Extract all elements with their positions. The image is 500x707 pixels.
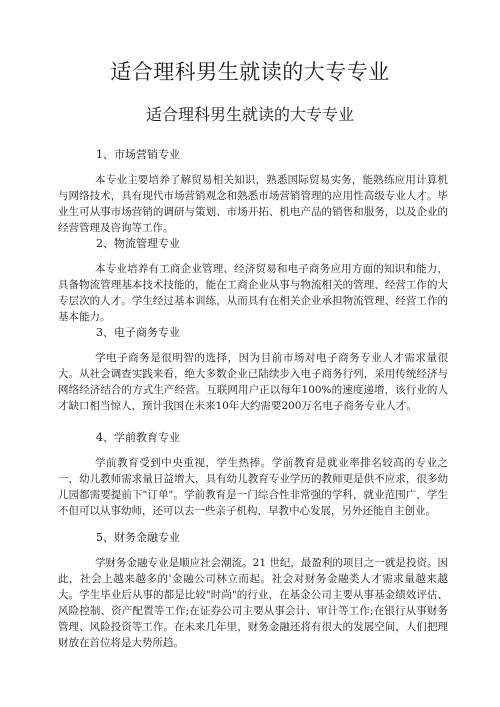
section-body: 学前教育受到中央重视，学生热捧。学前教育是就业率排名较高的专业之一，幼儿教师需求量日益增大，具有幼儿教育专业学历的教师更是供不应求，很多幼儿园都需要提前下"订单"。学前教育是一门综合性非常强的学科，就业范围广，学生不但可以从事幼师，还可以去一些亲子机构，早教中心发展，另外还能自主创业。 xyxy=(58,457,448,517)
page-subtitle: 适合理科男生就读的大专专业 xyxy=(145,105,354,124)
section-marketing xyxy=(58,148,448,236)
section-heading: 5、财务金融专业 xyxy=(96,531,180,544)
section-logistics xyxy=(58,237,448,325)
section-finance xyxy=(58,531,448,651)
section-heading: 4、学前教育专业 xyxy=(96,431,180,444)
section-body: 本专业主要培养了解贸易相关知识，熟悉国际贸易实务，能熟练应用计算机与网络技术，具有现代市场营销观念和熟悉市场营销管理的应用性高级专业人才。毕业生可从事市场营销的调研与策划、市场开拓、机电产品的销售和服务，以及企业的经营管理及咨询等工作。 xyxy=(58,174,448,234)
section-heading: 3、电子商务专业 xyxy=(96,326,180,339)
section-preschool-education xyxy=(58,431,448,519)
section-body: 本专业培养有工商企业管理、经济贸易和电子商务应用方面的知识和能力，具备物流管理基本技术技能的，能在工商企业从事与物流相关的管理、经营工作的大专层次的人才。学生经过基本训练，从而具有在相关企业承担物流管理、经营工作的基本能力。 xyxy=(58,263,448,323)
section-heading: 1、市场营销专业 xyxy=(96,148,180,161)
section-heading: 2、物流管理专业 xyxy=(96,237,180,250)
section-body: 学电子商务是很明智的选择，因为目前市场对电子商务专业人才需求量很大。从社会调查实践来看，绝大多数企业已陆续步入电子商务行列，采用传统经济与网络经济结合的方式生产经营。互联网用户正以每年100%的速度递增，该行业的人才缺口相当惊人，预计我国在未来10年大约需要200万名电子商务专业人才。 xyxy=(58,352,448,412)
page-title: 适合理科男生就读的大专专业 xyxy=(110,60,390,84)
section-body: 学财务金融专业是顺应社会潮流。21 世纪，最盈利的项目之一就是投资。因此，社会上越来越多的'金融公司林立而起。社会对财务金融类人才需求量越来越大。学生毕业后从事的都是比较"时尚"的行业，在基金公司主要从事基金绩效评估、风险控制、资产配置等工作;在证券公司主要从事会计、审计等工作;在银行从事财务管理、风险投资等工作。在未来几年里，财务金融还将有很大的发展空间，人们把理财放在首位将是大势所趋。 xyxy=(58,557,448,649)
section-ecommerce xyxy=(58,326,448,414)
